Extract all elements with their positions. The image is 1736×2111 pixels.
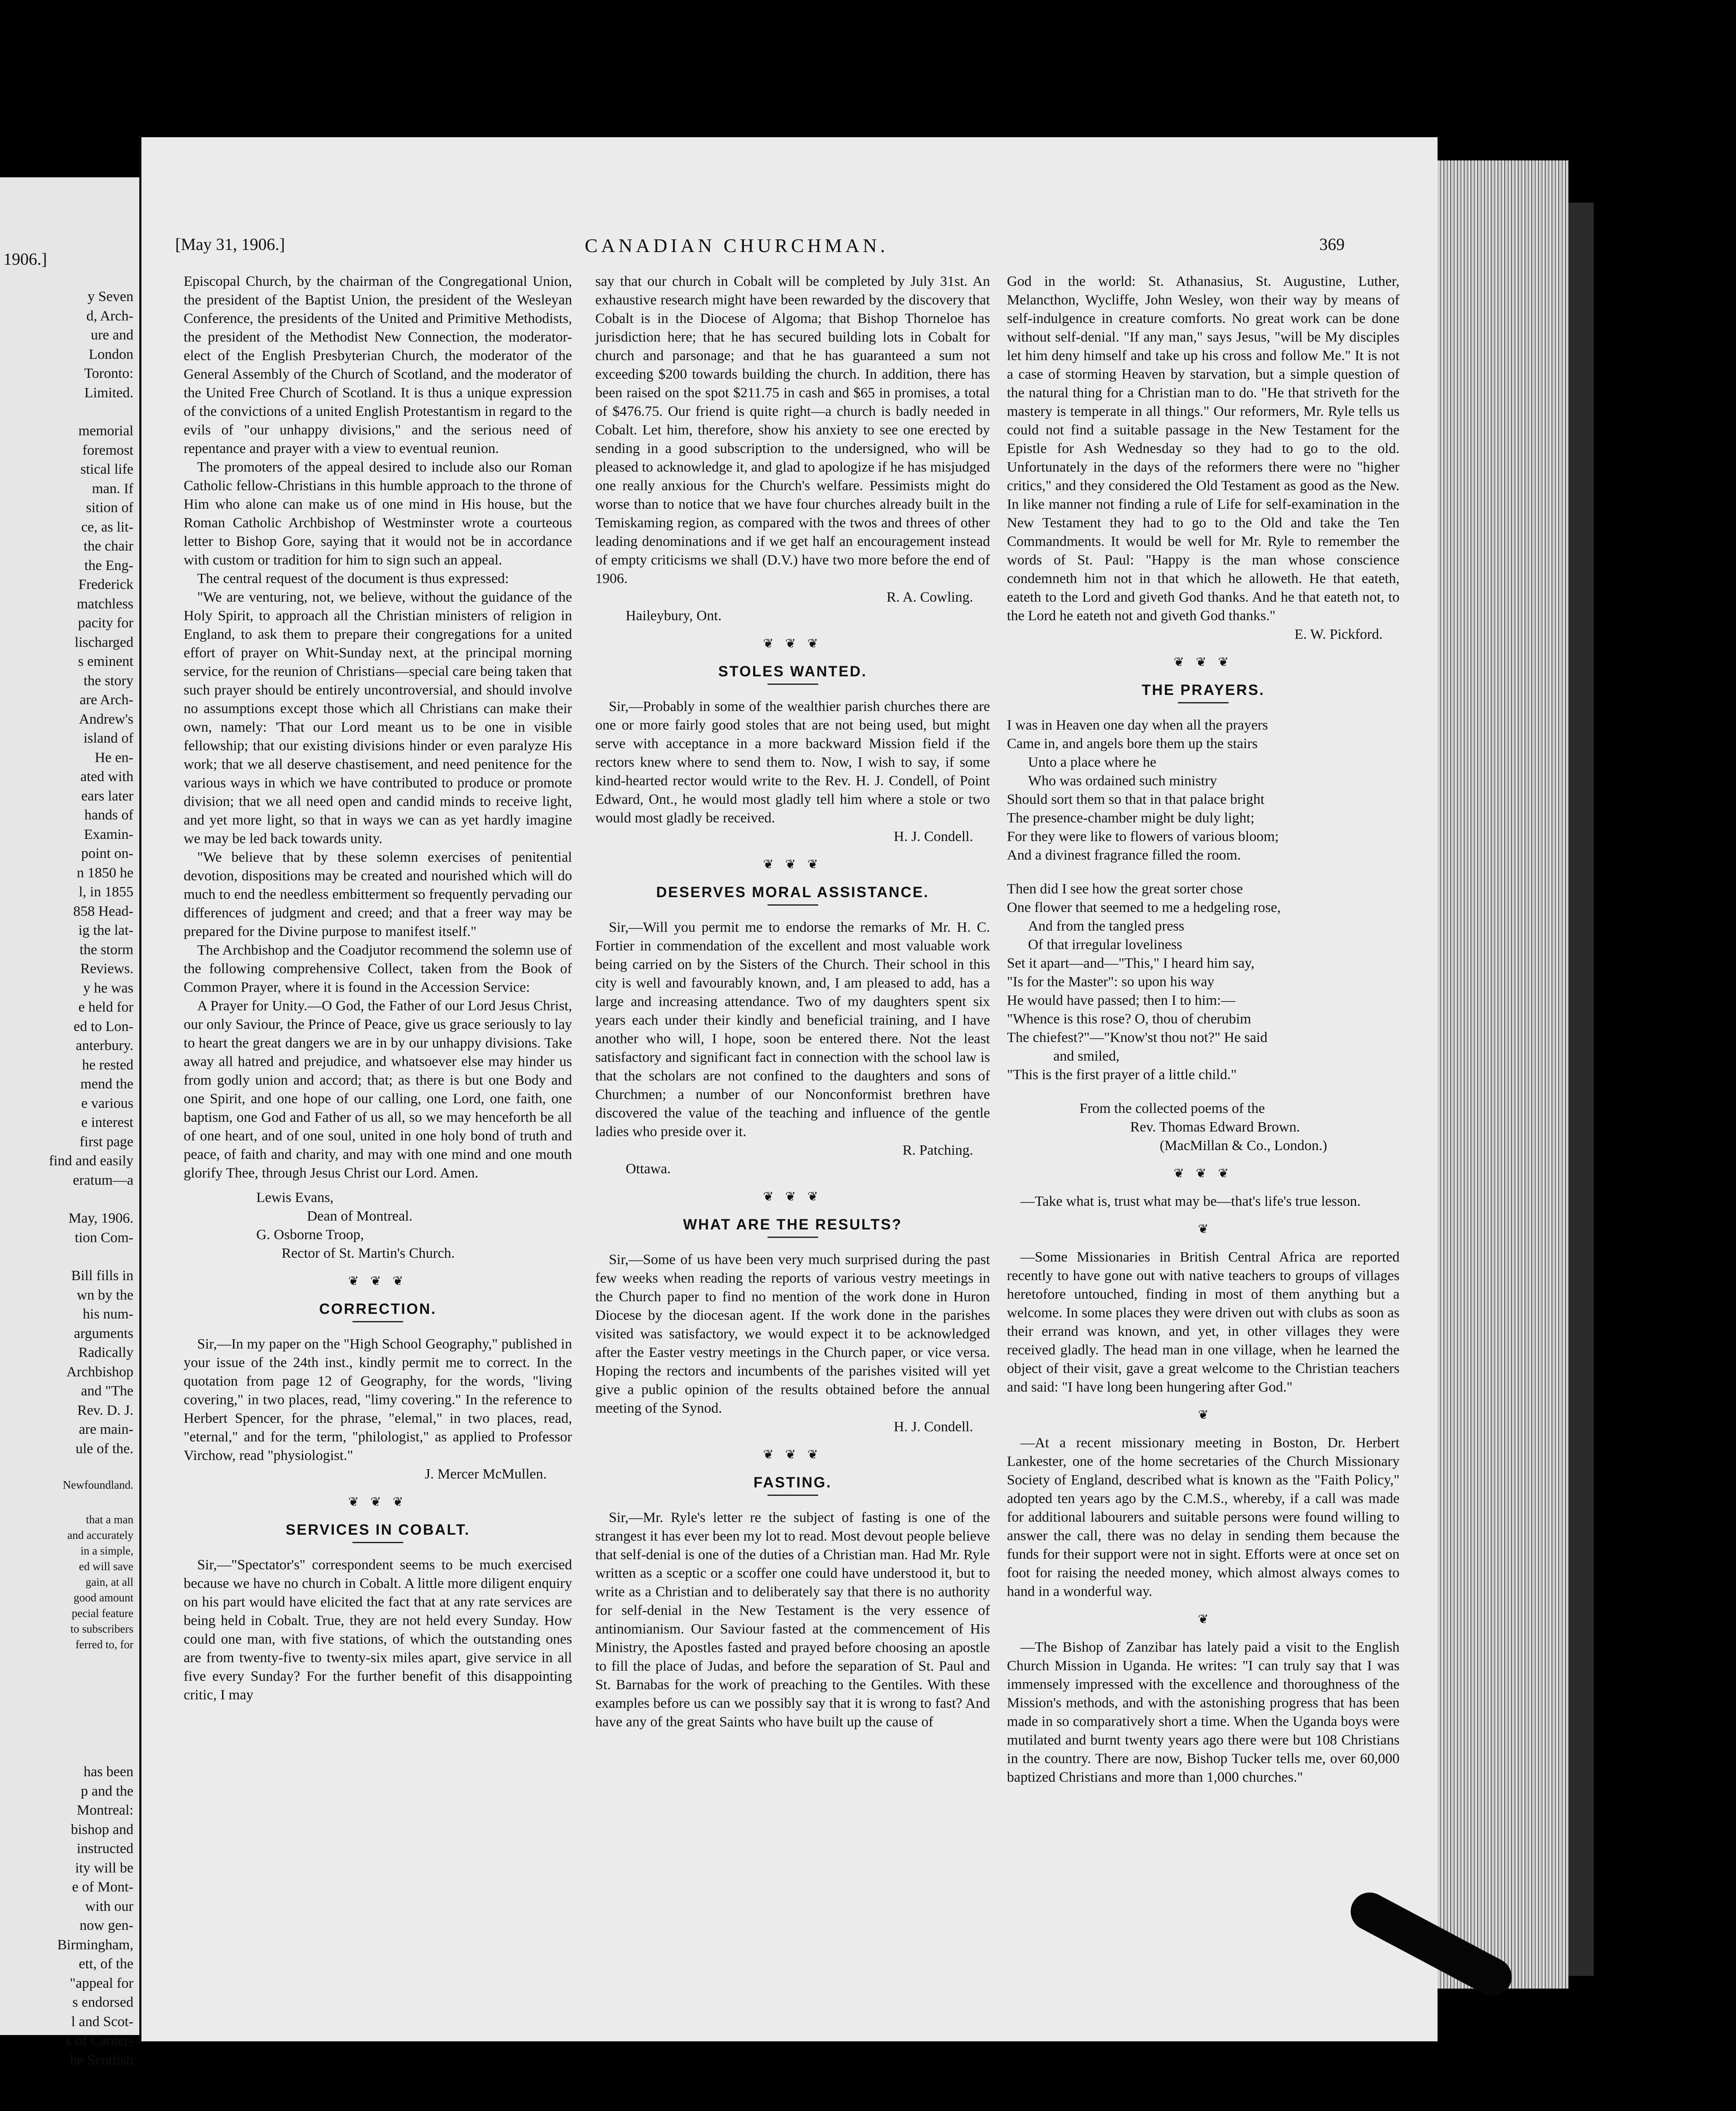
paragraph: "We are venturing, not, we believe, without the guidance of the Holy Spirit, to approach all the Christian ministers of religion in England, to ask them to prepare their congregations for a united effort of prayer on Whit-Sunday next, at the principal morning service, for the reunion of Christians—special care being taken that such prayer should be entirely uncontroversial, and should involve no assumptions except those which all Christians can make their own, namely: 'That our Lord meant us to be one in visible fellowship; that our existing divisions hinder or even paralyze His work; that we all deserve chastisement, and need penitence for the various ways in which we have contributed to produce or promote division; that we all need open and candid minds to receive light, and yet more light, so that in ways we can as yet hardly imagine we may be led back towards unity. — [184, 589, 572, 847]
text-fragment: Montreal: — [76, 1802, 133, 1818]
text-fragment: hands of — [84, 807, 133, 823]
signature: Rector of St. Martin's Church. — [282, 1245, 455, 1261]
paragraph: A Prayer for Unity.—O God, the Father of our Lord Jesus Christ, our only Saviour, the Prince of Peace, give us grace seriously to lay to heart the great dangers we are in by our unhappy divisions. Take away all hatred and prejudice, and whatsoever else may hinder us from godly union and accord; that; as there is but one Body and one Spirit, and one hope of our calling, one Lord, one faith, one baptism, one God and Father of us all, so we may henceforth be all of one heart, and of one soul, united in one holy bond of truth and peace, of faith and charity, and may with one mind and one mouth glorify Thee, through Jesus Christ our Lord. Amen. — [184, 998, 572, 1181]
signature: R. A. Cowling. — [887, 589, 973, 605]
signature: G. Osborne Troop, — [256, 1227, 364, 1243]
poem-line: Unto a place where he — [1028, 754, 1156, 770]
news-item: —Some Missionaries in British Central Africa are reported recently to have gone out with native teachers to groups of villages heretofore untouched, finding in most of them anything but a welcome. In some places they were driven out with clubs as soon as their errand was known, and yet, in other villages they were received gladly. The head man in one village, when he learned the object of their visit, gave a great welcome to the Christian teachers and said: "I have long been hungering after God." — [1007, 1249, 1400, 1395]
text-fragment: the Eng- — [84, 557, 133, 573]
text-fragment: Newfoundland. — [62, 1479, 133, 1491]
paragraph: Episcopal Church, by the chairman of the Congregational Union, the president of the Baptist Union, the president of the Wesleyan Conference, the presidents of the United and Primitive Methodists, the president of the Methodist New Connection, the moderator-elect of the English Presbyterian Church, the moderator of the General Assembly of the Church of Scotland, and the moderator of the United Free Church of Scotland. It is thus a unique expression of the convictions of a united English Protestantism in regard to the evils of "our unhappy divisions," and the serious need of repentance and prayer with a view to eventual reunion. — [184, 274, 572, 456]
rule — [768, 1495, 818, 1496]
text-fragment: e held for — [78, 999, 133, 1015]
text-fragment: Limited. — [84, 385, 133, 401]
signature: J. Mercer McMullen. — [425, 1466, 547, 1482]
gap — [0, 1493, 133, 1512]
text-fragment: island of — [83, 730, 133, 746]
text-fragment: ity will be — [75, 1860, 133, 1876]
text-fragment: n 1850 he — [76, 865, 133, 881]
gap — [0, 402, 133, 421]
heading-fasting: FASTING. — [753, 1474, 832, 1491]
masthead-title: CANADIAN CHURCHMAN. — [585, 235, 889, 256]
text-fragment: May, 1906. — [68, 1210, 133, 1226]
text-fragment: find and easily — [49, 1153, 133, 1169]
text-fragment: the chair — [84, 538, 133, 554]
text-fragment: ig the lat- — [78, 923, 133, 938]
text-fragment: Birmingham, — [57, 1937, 133, 1953]
ornament: ❦ ❦ ❦ — [763, 1448, 822, 1462]
text-fragment: "appeal for — [70, 1975, 133, 1991]
text-fragment: are main- — [79, 1422, 133, 1437]
text-fragment: man. If — [92, 480, 133, 497]
issue-date: [May 31, 1906.] — [175, 235, 285, 254]
text-fragment: now gen- — [79, 1918, 133, 1933]
text-fragment: tion Com- — [75, 1229, 133, 1245]
text-fragment: he Scottish — [70, 2052, 133, 2068]
signature: R. Patching. — [902, 1142, 973, 1158]
text-fragment: bishop and — [71, 1821, 133, 1837]
text-fragment: foremost — [82, 442, 133, 458]
news-item: —Take what is, trust what may be—that's life's true lesson. — [1020, 1194, 1361, 1209]
ornament: ❦ ❦ ❦ — [763, 637, 822, 651]
heading-what-are-the-results: WHAT ARE THE RESULTS? — [683, 1216, 903, 1233]
text-fragment: Examin- — [84, 826, 133, 842]
signature: E. W. Pickford. — [1294, 627, 1383, 642]
ornament: ❦ — [1198, 1222, 1209, 1236]
paragraph: Sir,—"Spectator's" correspondent seems to be much exercised because we have no church in Cobalt. A little more diligent enquiry on his part would have elicited the fact that at any rate services are being held in Cobalt. True, they are not held every Sunday. How could one man, with five stations, of which the outstanding ones are from twenty-five to twenty-six miles apart, give service in all five every Sunday? For the further benefit of this disappointing critic, I may — [184, 1557, 572, 1703]
text-fragment: sition of — [86, 500, 133, 516]
text-fragment: mend the — [80, 1076, 133, 1092]
text-fragment: with our — [85, 1898, 133, 1914]
ornament: ❦ — [1198, 1408, 1209, 1422]
ornament: ❦ ❦ ❦ — [763, 1190, 822, 1204]
heading-services-in-cobalt: SERVICES IN COBALT. — [285, 1522, 470, 1538]
signature: Dean of Montreal. — [307, 1208, 413, 1224]
rule — [1178, 702, 1229, 703]
text-fragment: y Seven — [87, 289, 133, 304]
text-fragment: d, Arch- — [86, 308, 133, 324]
text-fragment: the storm — [79, 942, 133, 958]
text-fragment: instructed — [76, 1841, 133, 1856]
text-fragment: e of Mont- — [72, 1879, 133, 1895]
poem-line: and smiled, — [1053, 1048, 1120, 1064]
poem-line: Should sort them so that in that palace bright — [1007, 792, 1265, 807]
text-fragment: wn by the — [76, 1287, 133, 1303]
gap — [0, 1652, 133, 1762]
heading-stoles-wanted: STOLES WANTED. — [718, 663, 867, 680]
column-2 — [595, 272, 990, 1731]
place: Ottawa. — [626, 1161, 671, 1177]
poem-line: "This is the first prayer of a little child." — [1007, 1067, 1237, 1083]
text-fragment: ears later — [81, 788, 133, 804]
ornament: ❦ ❦ ❦ — [1173, 1167, 1233, 1180]
poem-line: "Is for the Master": so upon his way — [1007, 974, 1215, 990]
poem-stanza-2 — [1007, 880, 1400, 1084]
text-fragment: and accurately — [67, 1529, 133, 1541]
text-fragment: Reviews. — [80, 961, 133, 977]
text-fragment: Toronto: — [84, 366, 133, 381]
text-fragment: pecial feature — [71, 1607, 133, 1620]
column-1 — [184, 272, 572, 1704]
text-fragment: stical life — [80, 461, 133, 477]
newspaper-page — [141, 137, 1438, 2041]
page-number: 369 — [1319, 235, 1345, 254]
text-fragment: anterbury. — [76, 1038, 133, 1053]
poem-line: For they were like to flowers of various bloom; — [1007, 829, 1279, 844]
text-fragment: s of Canter- — [66, 2033, 133, 2049]
text-fragment: Rev. D. J. — [77, 1402, 133, 1418]
page-edge — [1438, 160, 1568, 1989]
text-fragment: ule of the. — [76, 1441, 133, 1457]
heading-correction: CORRECTION. — [319, 1301, 437, 1317]
text-fragment: that a man — [86, 1513, 133, 1526]
text-fragment: Andrew's — [79, 711, 133, 727]
poem-line: Who was ordained such ministry — [1028, 773, 1217, 789]
poem-line: And a divinest fragrance filled the room. — [1007, 847, 1241, 863]
gap — [0, 1458, 133, 1477]
text-fragment: are Arch- — [79, 692, 133, 708]
left-facing-page — [0, 177, 139, 2068]
text-fragment: pacity for — [78, 615, 133, 631]
paragraph: Sir,—Mr. Ryle's letter re the subject of fasting is one of the strangest it has ever been my lot to read. Most devout people believe that self-denial is one of the duties of a Christian man. Had Mr. Ryle written as a sceptic or a scoffer one could have understood it, but to write as a Christian and to deliberately say that there is no authority for self-denial in the New Testament is the very essence of antinomianism. Our Saviour fasted at the commencement of His Ministry, the Apostles fasted and prayed before choosing an apostle to fill the place of Judas, and before the separation of St. Paul and St. Barnabas for the work of preaching to the Gentiles. With these examples before us can we possibly say that it is wrong to fast? And have any of the great Saints who have built up the cause of — [595, 1510, 990, 1730]
signature: H. J. Condell. — [894, 1419, 973, 1435]
text-fragment: Frederick — [78, 577, 133, 592]
text-fragment: ce, as lit- — [81, 519, 133, 535]
text-fragment: the story — [83, 673, 133, 689]
text-fragment: gain, at all — [85, 1576, 133, 1588]
text-fragment: first page — [79, 1134, 133, 1150]
news-item: —At a recent missionary meeting in Boston, Dr. Herbert Lankester, one of the home secretaries of the Church Missionary Society of England, described what is known as the "Faith Policy," adopted ten years ago by the C.M.S., whereby, if a call was made for additional labourers and suitable persons were found willing to answer the call, there was no delay in sending them because the funds for their support were not in sight. Efforts were at once set on foot for raising the needed money, which almost always comes to hand in a wonderful way. — [1007, 1435, 1400, 1599]
gap — [0, 1190, 133, 1209]
text-fragment: ed will save — [79, 1560, 133, 1573]
left-page-text — [0, 287, 139, 2070]
text-fragment: and "The — [81, 1383, 133, 1399]
text-fragment: lischarged — [74, 634, 133, 650]
text-fragment: ated with — [80, 769, 133, 784]
poem-line: Of that irregular loveliness — [1028, 937, 1183, 952]
text-fragment: eratum—a — [73, 1172, 133, 1188]
text-fragment: e various — [81, 1095, 133, 1111]
paragraph: God in the world: St. Athanasius, St. Augustine, Luther, Melancthon, Wycliffe, John Wesley, won their way by means of self-indulgence in creature comforts. No great work can be done without self-denial. "If any man," says Jesus, "will be My disciples let him deny himself and take up his cross and follow Me." It is not a case of storming Heaven by starvation, but a simple question of the natural thing for a Christian man to do. "He that striveth for the mastery is temperate in all things." Our reformers, Mr. Ryle tells us could not find a suitable passage in the New Testament for the Epistle for Ash Wednesday so they had to go to the old. Unfortunately in the days of the reformers there were no "higher critics," and they considered the Old Testament as good as the New. In like manner not finding a rule of Life for self-examination in the New Testament they had to go to the Old and take the Ten Commandments. It would be well for Mr. Ryle to remember the words of St. Paul: "Happy is the man whose conscience condemneth him not in that which he alloweth. He that eateth, eateth to the Lord and giveth God thanks. And he that eateth not, to the Lord he eateth not and giveth God thanks." — [1007, 274, 1400, 624]
text-fragment: ure and — [90, 327, 133, 343]
paragraph: The central request of the document is thus expressed: — [197, 571, 509, 586]
text-fragment: s endorsed — [72, 1994, 133, 2010]
text-fragment: Radically — [78, 1345, 133, 1360]
text-fragment: point on- — [81, 846, 133, 861]
heading-deserves-moral-assistance: DESERVES MORAL ASSISTANCE. — [656, 884, 929, 901]
text-fragment: matchless — [76, 596, 133, 612]
poem-source: (MacMillan & Co., London.) — [1160, 1138, 1327, 1153]
paragraph: The promoters of the appeal desired to include also our Roman Catholic fellow-Christians in this humble approach to the throne of Him who alone can make us of one mind in His house, but the Roman Catholic Archbishop of Westminster wrote a courteous letter to Bishop Gore, saying that it would not be in accordance with custom or tradition for him to sign such an appeal. — [184, 459, 572, 568]
paragraph: The Archbishop and the Coadjutor recommend the solemn use of the following comprehensive Collect, taken from the Book of Common Prayer, where it is found in the Accession Service: — [184, 942, 572, 995]
rule — [768, 684, 818, 685]
paragraph: "We believe that by these solemn exercises of penitential devotion, dispositions may be created and nourished which will do much to end the needless embitterment so frequently pervading our differences of judgment and creed; and that a freer way may be prepared for the Divine purpose to manifest itself." — [184, 849, 572, 939]
text-fragment: ferred to, for — [75, 1638, 133, 1651]
poem-line: I was in Heaven one day when all the prayers — [1007, 717, 1268, 733]
page-edge-shadow — [1568, 203, 1594, 1976]
signature: Lewis Evans, — [256, 1190, 334, 1205]
ornament: ❦ ❦ ❦ — [348, 1495, 408, 1509]
poem-source: From the collected poems of the — [1080, 1101, 1265, 1116]
text-fragment: has been — [83, 1764, 133, 1780]
poem-line: Then did I see how the great sorter chose — [1007, 881, 1243, 897]
poem-line: "Whence is this rose? O, thou of cherubim — [1007, 1011, 1251, 1027]
text-fragment: 858 Head- — [73, 903, 133, 919]
text-fragment: Archbishop — [66, 1364, 133, 1380]
poem-line: He would have passed; then I to him:— — [1007, 993, 1236, 1008]
rule — [353, 1542, 403, 1543]
text-fragment: l, in 1855 — [79, 884, 133, 900]
text-fragment: good amount — [73, 1591, 133, 1604]
rule — [768, 904, 818, 906]
ornament: ❦ ❦ ❦ — [348, 1274, 408, 1288]
text-fragment: in a simple, — [80, 1544, 133, 1557]
signature: H. J. Condell. — [894, 829, 973, 844]
paragraph: say that our church in Cobalt will be completed by July 31st. An exhaustive research might have been rewarded by the discovery that Cobalt is in the Diocese of Algoma; that Bishop Thorneloe has jurisdiction here; that he has secured building lots in Cobalt for church and parsonage; and that he has guaranteed a sum not exceeding $200 towards building the church. In addition, there has been raised on the spot $211.75 in cash and $65 in promises, a total of $476.75. Our friend is quite right—a church is badly needed in Cobalt. Let him, therefore, show his anxiety to see one erected by sending in a good subscription to the undersigned, who will be pleased to acknowledge it, and glad to apologize if he has misjudged one really anxious for the Church's welfare. Pessimists might do worse than to notice that we have four churches already built in the Temiskaming region, as compared with the twos and threes of other leading denominations and if we get half an encouragement instead of empty criticisms we shall (D.V.) have two more before the end of 1906. — [595, 274, 990, 586]
paragraph: Sir,—Will you permit me to endorse the remarks of Mr. H. C. Fortier in commendation of the excellent and most valuable work being carried on by the Sisters of the Church. Their school in this city is well and favourably known, and, I am pleased to add, has a large and increasing attendance. Two of my daughters spent six years each under their kindly and beneficial training, and I have another who will, I hope, soon be entered there. Not the least satisfactory and significant fact in connection with the school law is that the scholars are not confined to the daughters and sons of Churchmen; a number of our Nonconformist brethren have discovered the value of the teaching and influence of the gentle ladies who preside over it. — [595, 920, 990, 1140]
text-fragment: his num- — [83, 1306, 133, 1322]
text-fragment: Bill fills in — [71, 1268, 133, 1283]
poem-line: The chiefest?"—"Know'st thou not?" He said — [1007, 1030, 1268, 1045]
ornament: ❦ ❦ ❦ — [763, 857, 822, 871]
text-fragment: arguments — [73, 1325, 133, 1341]
poem-source: Rev. Thomas Edward Brown. — [1130, 1119, 1300, 1135]
rule — [353, 1321, 403, 1322]
poem-line: One flower that seemed to me a hedgeling rose, — [1007, 900, 1281, 915]
heading-the-prayers: THE PRAYERS. — [1142, 682, 1265, 698]
poem-stanza-1 — [1007, 716, 1400, 865]
paragraph: Sir,—Some of us have been very much surprised during the past few weeks when reading the reports of various vestry meetings in the Church paper to find no mention of the work done in Huron Diocese by the diocesan agent. If the work done in the parishes visited was satisfactory, we would expect it to be acknowledged after the Easter vestry meetings in the Church paper, or vice versa. Hoping the rectors and incumbents of the parishes visited will yet give a public opinion of the results obtained before the annual meeting of the Synod. — [595, 1252, 990, 1416]
text-fragment: ed to Lon- — [73, 1018, 133, 1034]
gap — [0, 1247, 133, 1266]
text-fragment: to subscribers — [70, 1623, 133, 1635]
text-fragment: p and the — [81, 1783, 133, 1799]
news-item: —The Bishop of Zanzibar has lately paid a visit to the English Church Mission in Uganda. He writes: "I can truly say that I was immensely impressed with the excellence and thoroughness of the Mission's methods, and with the astonishing progress that has been made in so comparatively short a time. When the Uganda boys were mutilated and burnt twenty years ago there were but 108 Christians in the country. There are now, Bishop Tucker tells me, over 60,000 baptized Christians and more than 1,000 churches." — [1007, 1639, 1400, 1785]
poem-line: And from the tangled press — [1028, 918, 1185, 934]
ornament: ❦ ❦ ❦ — [1173, 655, 1233, 669]
text-fragment: London — [89, 346, 133, 362]
left-page-header: 1906.] — [3, 250, 47, 269]
poem-line: Came in, and angels bore them up the stairs — [1007, 736, 1258, 752]
text-fragment: He en- — [95, 749, 133, 765]
rule — [768, 1237, 818, 1238]
text-fragment: l and Scot- — [71, 2013, 133, 2030]
place: Haileybury, Ont. — [626, 608, 722, 624]
poem-line: The presence-chamber might be duly light; — [1007, 810, 1255, 826]
ornament: ❦ — [1198, 1612, 1209, 1626]
paragraph: Sir,—Probably in some of the wealthier parish churches there are one or more fairly good stoles that are not being used, but might serve with acceptance in a more backward Mission field if the rectors knew where to send them to. Now, I wish to say, if some kind-hearted rector would write to the Rev. H. J. Condell, of Point Edward, Ont., he would most gladly tell him where a stole or two would most gladly be received. — [595, 699, 990, 826]
column-3 — [1007, 272, 1400, 1787]
text-fragment: e interest — [81, 1115, 133, 1130]
poem-line: Set it apart—and—"This," I heard him say, — [1007, 955, 1255, 971]
text-fragment: y he was — [83, 980, 133, 996]
text-fragment: ett, of the — [79, 1956, 133, 1972]
text-fragment: he rested — [82, 1057, 133, 1073]
paragraph: Sir,—In my paper on the "High School Geography," published in your issue of the 24th inst., kindly permit me to correct. In the quotation from page 12 of Geography, for the words, "living covering," in two places, read, "limy covering." In the reference to Herbert Spencer, for the phrase, "elemal," in two places, read, "eternal," and for the term, "philologist," as applied to Professor Virchow, read "physiologist." — [184, 1336, 572, 1463]
text-fragment: memorial — [78, 423, 133, 439]
text-fragment: s eminent — [78, 654, 133, 669]
